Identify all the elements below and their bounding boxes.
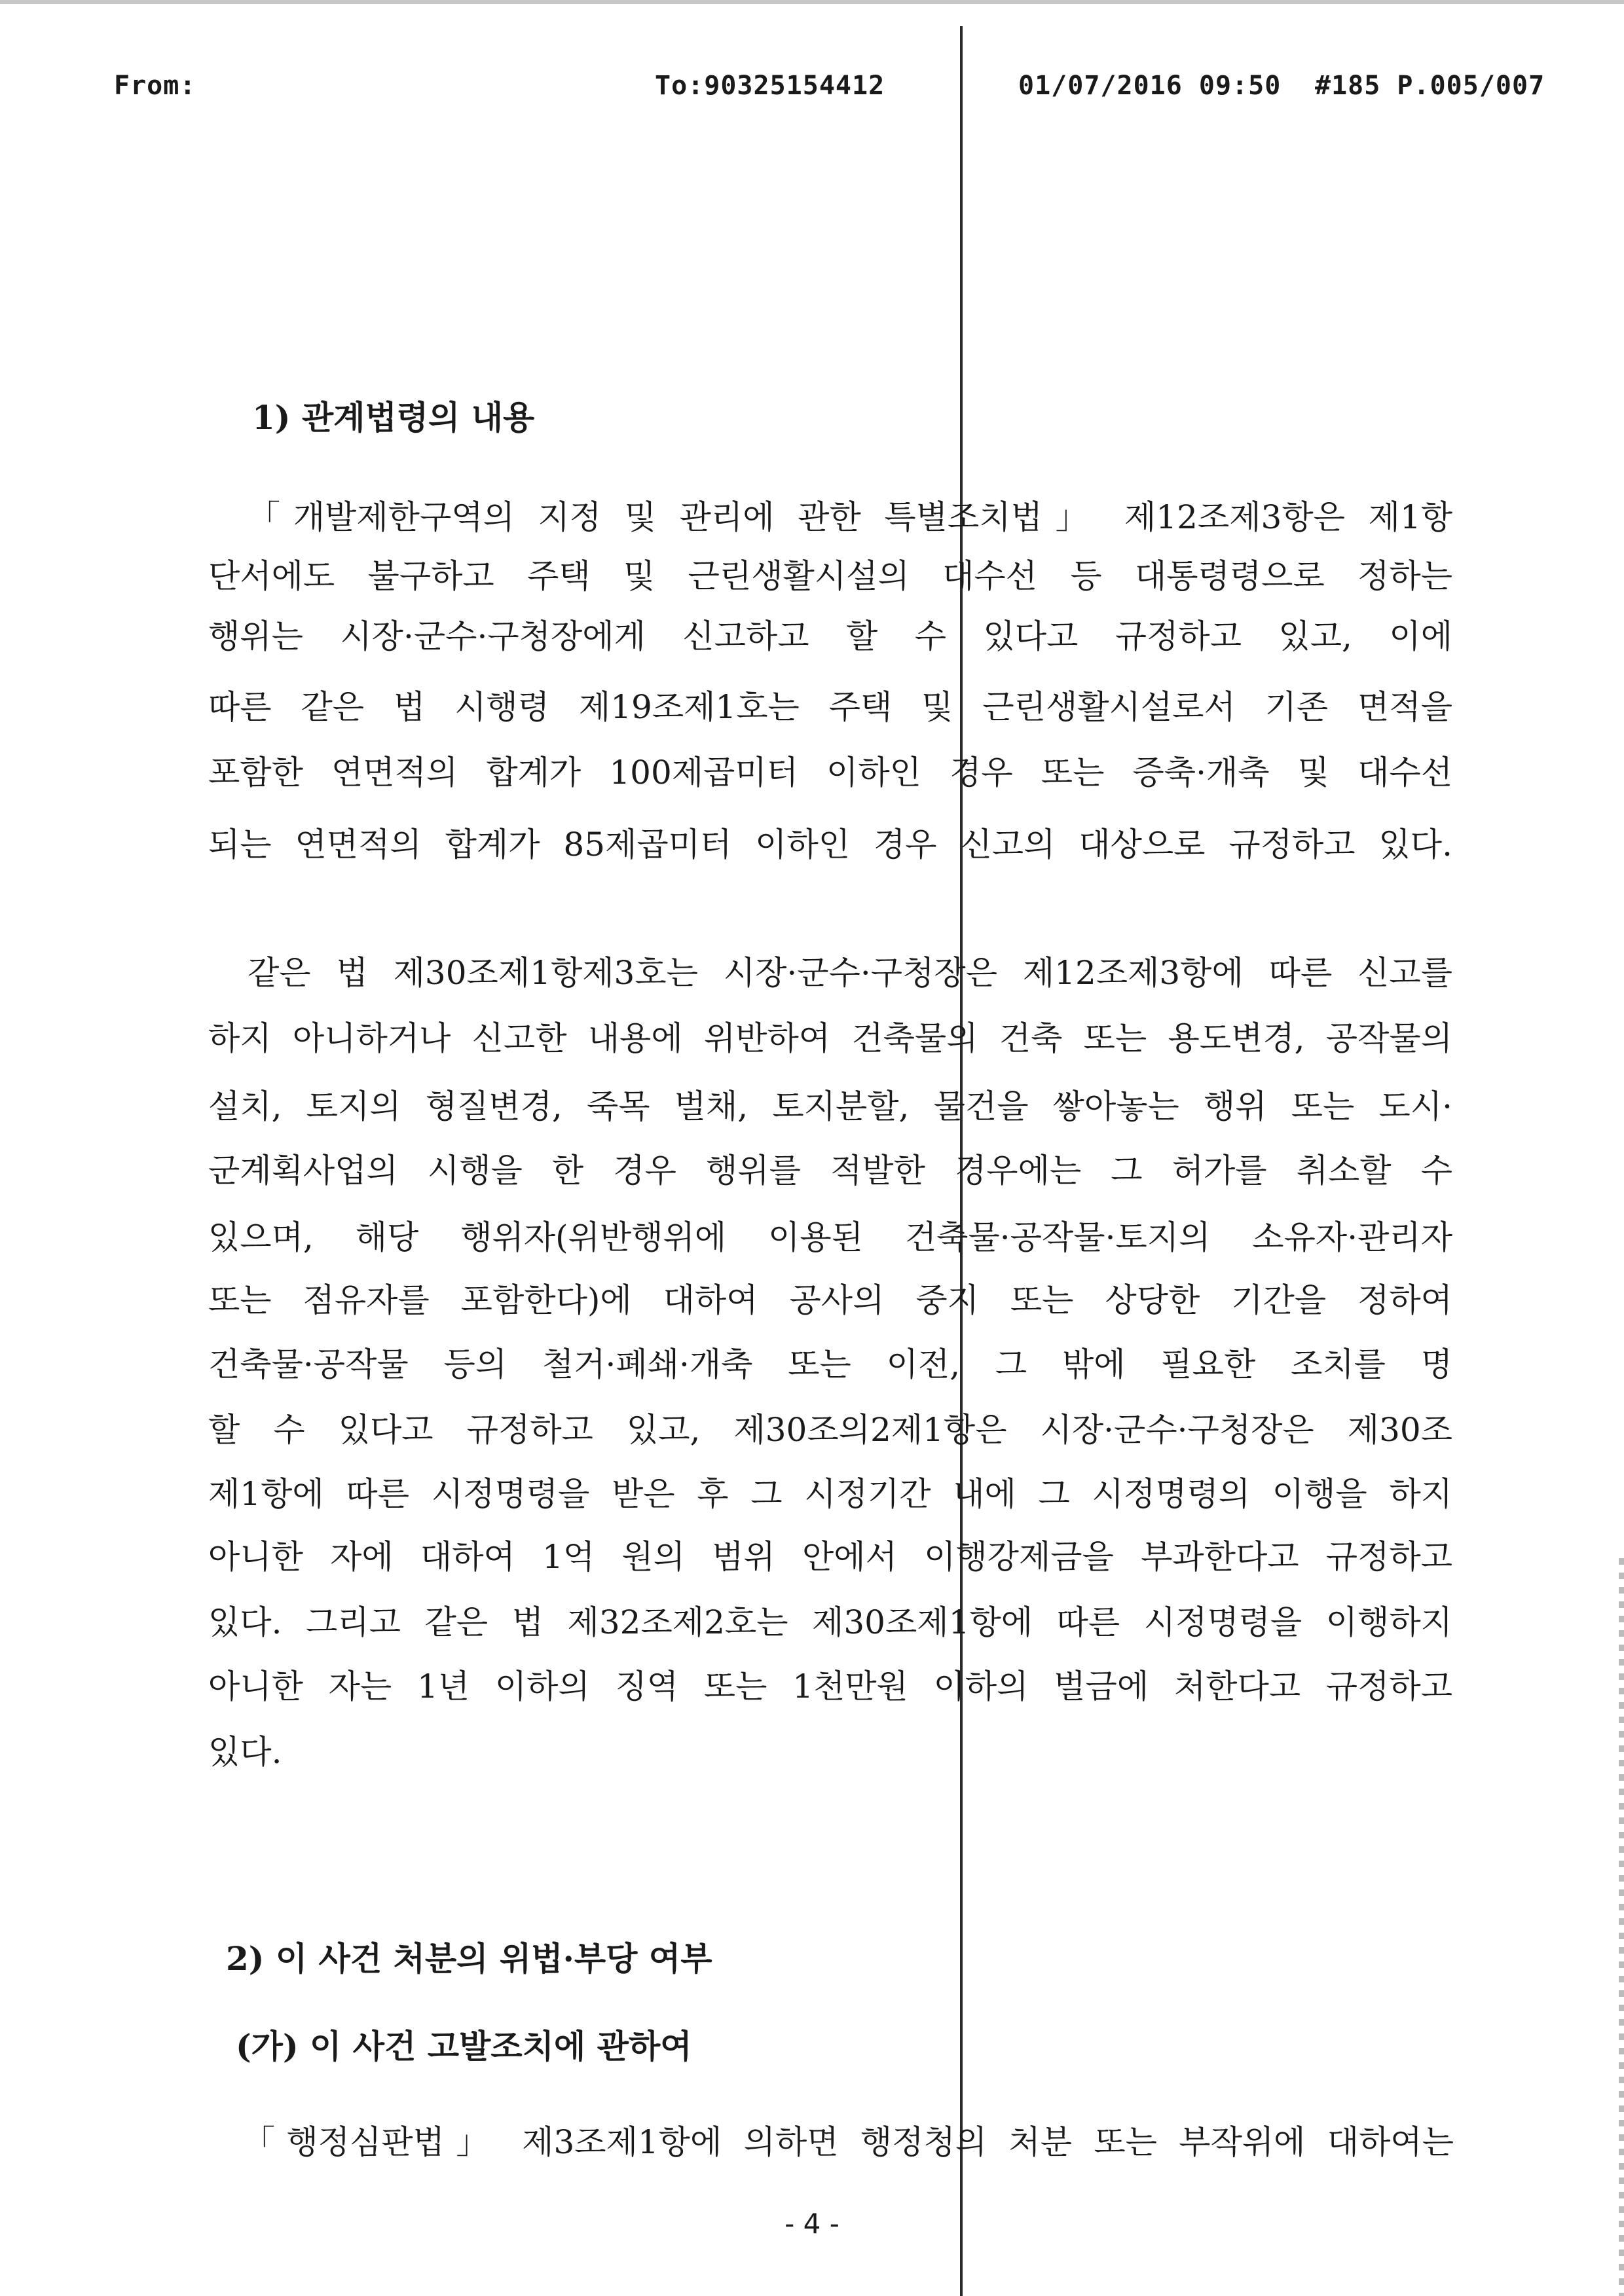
paragraph-line: 아니한 자에 대하여 1억 원의 범위 안에서 이행강제금을 부과한다고 규정하고 <box>208 1538 1452 1576</box>
page-number: - 4 - <box>784 2208 840 2240</box>
scan-right-edge <box>1619 1558 1624 2296</box>
paragraph-line: 단서에도 불구하고 주택 및 근린생활시설의 대수선 등 대통령령으로 정하는 <box>208 557 1452 595</box>
paragraph-line: 「행정심판법」 제3조제1항에 의하면 행정청의 처분 또는 부작위에 대하여는 <box>242 2123 1454 2161</box>
paragraph-line: 있으며, 해당 행위자(위반행위에 이용된 건축물·공작물·토지의 소유자·관리자 <box>208 1218 1452 1256</box>
section2-subheading: (가) 이 사건 고발조치에 관하여 <box>236 2027 692 2066</box>
fax-header <box>0 71 1624 110</box>
paragraph-line: 「개발제한구역의 지정 및 관리에 관한 특별조치법」 제12조제3항은 제1항 <box>248 498 1452 536</box>
paragraph-line: 행위는 시장·군수·구청장에게 신고하고 할 수 있다고 규정하고 있고, 이에 <box>208 617 1452 655</box>
paragraph-line: 포함한 연면적의 합계가 100제곱미터 이하인 경우 또는 증축·개축 및 대수선 <box>208 754 1452 792</box>
fax-to: To:90325154412 <box>655 71 885 101</box>
paragraph-line: 되는 연면적의 합계가 85제곱미터 이하인 경우 신고의 대상으로 규정하고 있다. <box>208 826 1452 864</box>
paragraph-line: 같은 법 제30조제1항제3호는 시장·군수·구청장은 제12조제3항에 따른 신고를 <box>248 954 1452 992</box>
fax-page: #185 P.005/007 <box>1315 71 1545 101</box>
fax-from: From: <box>114 71 196 101</box>
section1-heading: 1) 관계법령의 내용 <box>252 398 535 437</box>
paragraph-line: 건축물·공작물 등의 철거·폐쇄·개축 또는 이전, 그 밖에 필요한 조치를 명 <box>208 1345 1452 1383</box>
paragraph-line: 제1항에 따른 시정명령을 받은 후 그 시정기간 내에 그 시정명령의 이행을 하지 <box>208 1475 1452 1513</box>
paragraph-line: 하지 아니하거나 신고한 내용에 위반하여 건축물의 건축 또는 용도변경, 공작물의 <box>208 1019 1452 1057</box>
paragraph-line: 따른 같은 법 시행령 제19조제1호는 주택 및 근린생활시설로서 기존 면적을 <box>208 688 1452 726</box>
paragraph-line: 할 수 있다고 규정하고 있고, 제30조의2제1항은 시장·군수·구청장은 제30조 <box>208 1411 1452 1449</box>
paragraph-line: 또는 점유자를 포함한다)에 대하여 공사의 중지 또는 상당한 기간을 정하여 <box>208 1281 1452 1319</box>
paragraph-line: 군계획사업의 시행을 한 경우 행위를 적발한 경우에는 그 허가를 취소할 수 <box>208 1152 1452 1190</box>
section2-heading: 2) 이 사건 처분의 위법·부당 여부 <box>226 1939 712 1978</box>
paragraph-line: 설치, 토지의 형질변경, 죽목 벌채, 토지분할, 물건을 쌓아놓는 행위 또는 도시· <box>208 1087 1452 1125</box>
paragraph-line: 있다. <box>208 1733 282 1771</box>
paragraph-line: 있다. 그리고 같은 법 제32조제2호는 제30조제1항에 따른 시정명령을 이행하지 <box>208 1603 1452 1641</box>
fax-datetime: 01/07/2016 09:50 <box>1018 71 1282 101</box>
scan-top-edge <box>0 0 1624 4</box>
paragraph-line: 아니한 자는 1년 이하의 징역 또는 1천만원 이하의 벌금에 처한다고 규정하고 <box>208 1667 1452 1705</box>
